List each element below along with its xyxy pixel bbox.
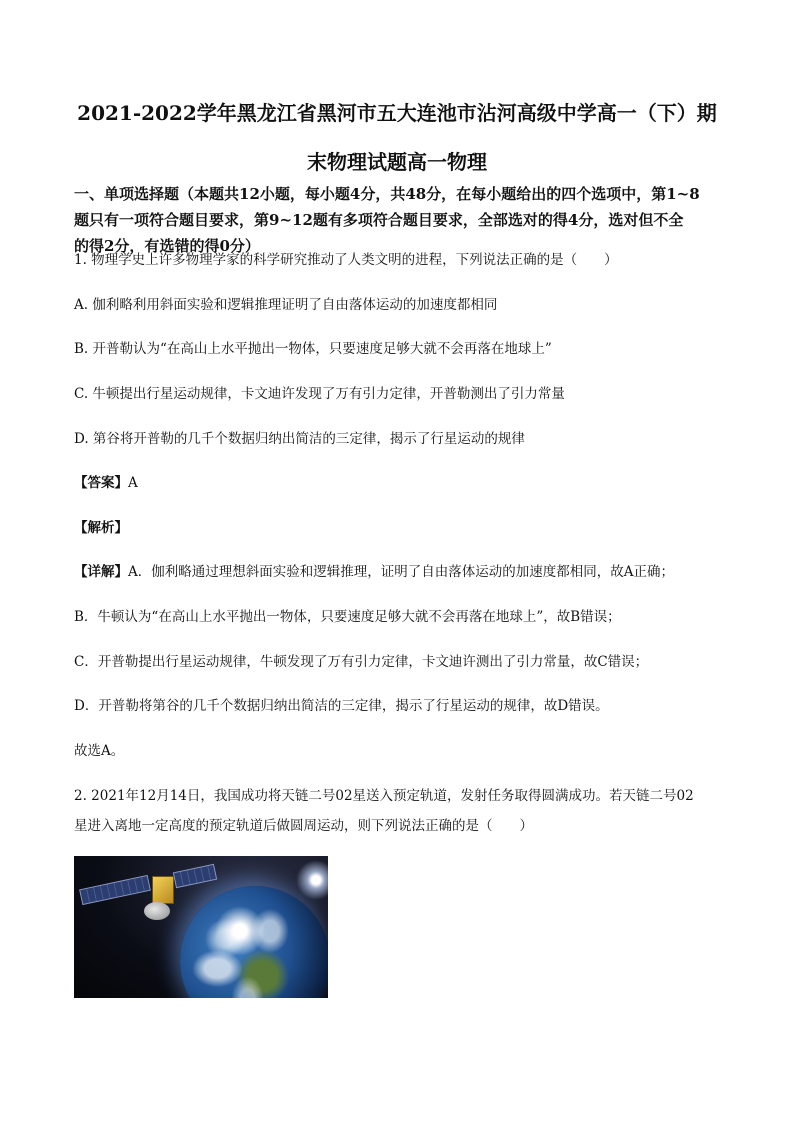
light-flare bbox=[296, 860, 328, 900]
question-1-detail-a bbox=[74, 562, 734, 582]
solar-panel-left bbox=[79, 875, 151, 905]
question-1-detail-d: D．开普勒将第谷的几千个数据归纳出简洁的三定律，揭示了行星运动的规律，故D错误。 bbox=[74, 698, 609, 714]
answer-tag: 【答案】 bbox=[74, 475, 128, 491]
question-1-option-d: D. 第谷将开普勒的几千个数据归纳出简洁的三定律，揭示了行星运动的规律 bbox=[74, 431, 525, 447]
question-1-analysis-tag: 【解析】 bbox=[74, 520, 128, 536]
question-2-stem-line-1: 2. 2021年12月14日，我国成功将天链二号02星送入预定轨道，发射任务取得圆满成功。若天链二号02 bbox=[74, 788, 694, 804]
document-title-line-1: 2021-2022学年黑龙江省黑河市五大连池市沾河高级中学高一（下）期 bbox=[77, 101, 717, 125]
section-heading-line-3: 的得2分，有选错的得0分） bbox=[74, 237, 260, 255]
section-heading-line-2: 题只有一项符合题目要求，第9~12题有多项符合题目要求，全部选对的得4分，选对但不全 bbox=[74, 211, 684, 229]
document-title-line-2: 末物理试题高一物理 bbox=[307, 150, 487, 174]
detail-tag: 【详解】 bbox=[74, 564, 128, 580]
cloud-layer bbox=[180, 886, 328, 998]
earth-globe bbox=[180, 886, 328, 998]
question-1-option-b: B. 开普勒认为“在高山上水平抛出一物体，只要速度足够大就不会再落在地球上” bbox=[74, 341, 552, 357]
question-1-detail-b: B．牛顿认为“在高山上水平抛出一物体，只要速度足够大就不会再落在地球上”，故B错误； bbox=[74, 609, 621, 625]
question-1-detail-c: C．开普勒提出行星运动规律，牛顿发现了万有引力定律，卡文迪许测出了引力常量，故C错误； bbox=[74, 654, 649, 670]
satellite-earth-image bbox=[74, 856, 328, 998]
question-1-conclusion: 故选A。 bbox=[74, 743, 125, 759]
question-1-stem: 1. 物理学史上许多物理学家的科学研究推动了人类文明的进程，下列说法正确的是（ ） bbox=[74, 252, 618, 268]
satellite-dish bbox=[144, 902, 170, 920]
section-heading-line-1: 一、单项选择题（本题共12小题，每小题4分，共48分，在每小题给出的四个选项中，第1~8 bbox=[74, 185, 700, 203]
question-1-answer bbox=[74, 473, 734, 493]
question-2-stem-line-2: 星进入离地一定高度的预定轨道后做圆周运动，则下列说法正确的是（ ） bbox=[74, 818, 533, 834]
question-1-option-c: C. 牛顿提出行星运动规律，卡文迪许发现了万有引力定律，开普勒测出了引力常量 bbox=[74, 386, 565, 402]
detail-line-a: A．伽利略通过理想斜面实验和逻辑推理，证明了自由落体运动的加速度都相同，故A正确； bbox=[128, 564, 674, 580]
answer-value: A bbox=[128, 475, 138, 491]
solar-panel-right bbox=[173, 864, 217, 888]
question-1-option-a: A. 伽利略利用斜面实验和逻辑推理证明了自由落体运动的加速度都相同 bbox=[74, 297, 498, 313]
satellite-body bbox=[152, 876, 174, 904]
